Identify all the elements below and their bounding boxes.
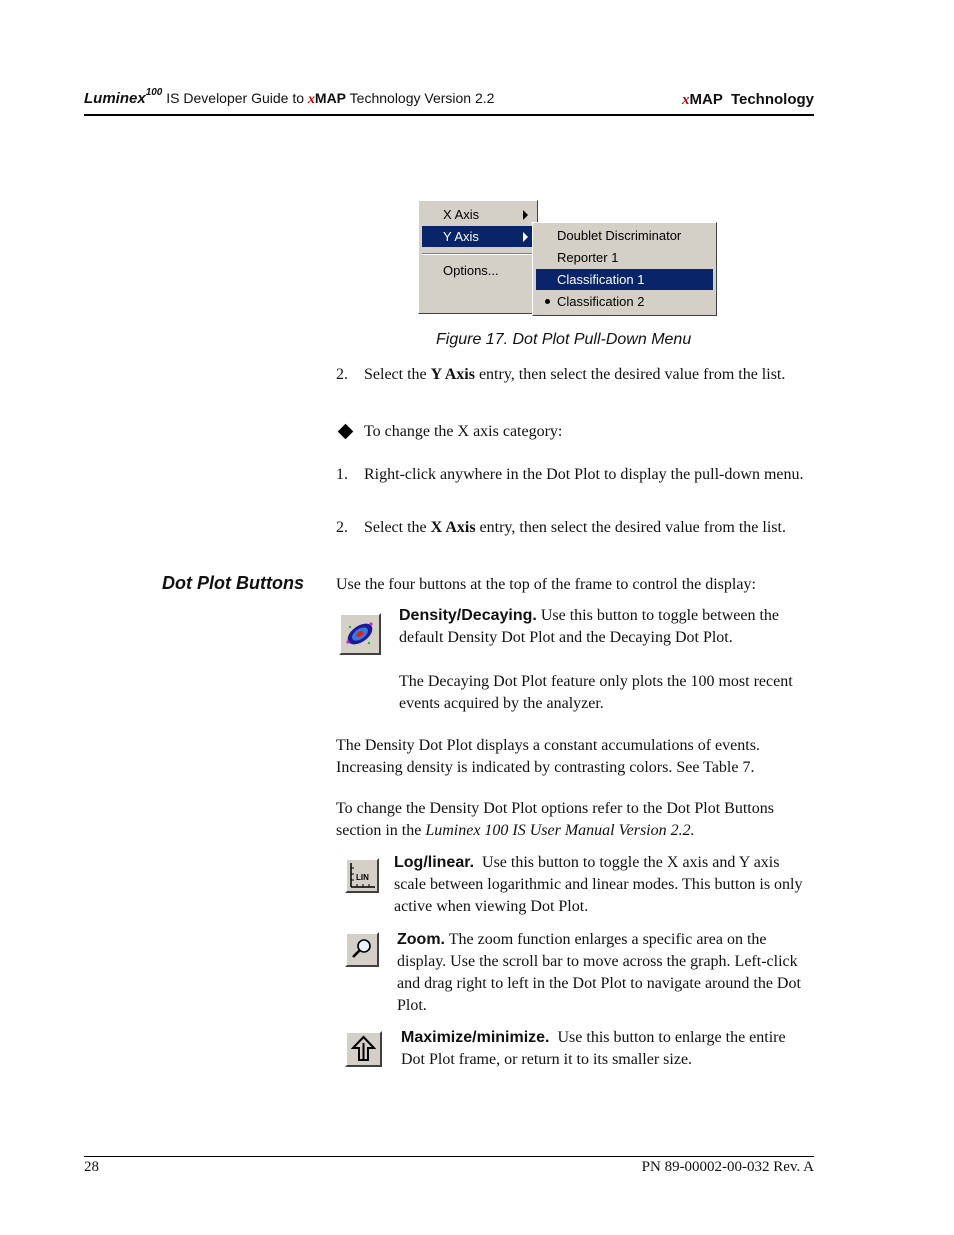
menu-item-x-axis[interactable]: [422, 204, 534, 225]
options-text: To change the Density Dot Plot options refer to the Dot Plot Buttons section in the: [336, 800, 774, 839]
density-decaying-title: Density/Decaying.: [399, 607, 537, 624]
bullet-text: To change the X axis category:: [364, 423, 563, 440]
header-right-text: MAP Technology: [689, 91, 814, 108]
header-x-letter: x: [307, 92, 315, 107]
radio-bullet-icon: [545, 299, 550, 304]
step-number: 2.: [336, 519, 348, 536]
log-linear-title: Log/linear.: [394, 854, 475, 871]
density-paragraph: The Density Dot Plot displays a constant accumulations of events. Increasing density is indicated by contrasting colors. See Table 7.: [336, 737, 760, 776]
header-right: [682, 91, 814, 109]
submenu-item-label: Doublet Discriminator: [557, 228, 682, 243]
density-decaying-desc: [399, 605, 809, 649]
step-y-axis: [364, 364, 804, 386]
submenu-arrow-icon: [523, 210, 528, 220]
section-intro: Use the four buttons at the top of the frame to control the display:: [336, 576, 756, 593]
page-footer: [84, 1156, 814, 1175]
dot-plot-menu-figure: [418, 198, 718, 316]
step-bold-term: Y Axis: [430, 366, 475, 383]
step-number: 1.: [336, 466, 348, 483]
step-text: entry, then select the desired value from the list.: [475, 519, 786, 536]
submenu-arrow-icon: [523, 232, 528, 242]
menu-item-options[interactable]: [422, 260, 534, 281]
submenu-item-classification-2[interactable]: [536, 291, 713, 312]
menu-item-y-axis[interactable]: [422, 226, 534, 247]
zoom-text: The zoom function enlarges a specific area on the display. Use the scroll bar to move across the graph. Left-click and drag right to left in the Dot Plot to navigate around the Dot Plot.: [397, 931, 801, 1014]
header-guide-text: IS Developer Guide to: [162, 90, 308, 106]
log-linear-text: Use this button to toggle the X axis and Y axis scale between logarithmic and linear modes. This button is only active when viewing Dot Plot.: [394, 854, 807, 915]
header-right-x: x: [682, 92, 690, 108]
menu-separator: [422, 253, 534, 255]
submenu-item-doublet-discriminator[interactable]: [536, 225, 713, 246]
lin-icon-text: LIN: [356, 873, 369, 882]
header-left: [84, 87, 495, 108]
header-map: MAP: [314, 90, 347, 106]
menu-item-label: Options...: [443, 263, 499, 278]
submenu-item-classification-1[interactable]: [536, 269, 713, 290]
zoom-button-icon: [345, 932, 379, 967]
section-heading: Dot Plot Buttons: [162, 573, 304, 593]
zoom-desc: [397, 929, 812, 1017]
density-plot-icon: [341, 615, 379, 653]
header-brand: Luminex: [84, 90, 146, 107]
manual-title: Luminex 100 IS User Manual Version 2.2.: [425, 822, 695, 839]
y-axis-submenu: [532, 222, 717, 316]
magnifier-icon: [347, 934, 377, 965]
menu-item-label: X Axis: [443, 207, 480, 222]
step-text: Select the: [364, 366, 431, 383]
submenu-item-label: Classification 2: [557, 294, 645, 309]
step-x-axis: [364, 517, 804, 539]
header-brand-sup: 100: [145, 87, 163, 98]
submenu-item-label: Reporter 1: [557, 250, 619, 265]
step-number: 2.: [336, 366, 348, 383]
log-linear-axis-icon: [347, 860, 377, 891]
maximize-minimize-title: Maximize/minimize.: [401, 1029, 550, 1046]
step-right-click: Right-click anywhere in the Dot Plot to display the pull-down menu.: [364, 466, 804, 483]
maximize-minimize-desc: [401, 1027, 811, 1071]
maximize-minimize-button-icon: [345, 1031, 382, 1067]
figure-caption: Figure 17. Dot Plot Pull-Down Menu: [436, 331, 692, 348]
part-number: PN 89-00002-00-032 Rev. A: [641, 1159, 814, 1175]
page-header: [84, 84, 814, 116]
menu-item-label: Y Axis: [443, 229, 479, 244]
submenu-item-label: Classification 1: [557, 272, 645, 287]
step-bold-term: X Axis: [430, 519, 476, 536]
submenu-item-reporter-1[interactable]: [536, 247, 713, 268]
up-arrow-icon: [347, 1033, 380, 1065]
diamond-bullet-icon: [338, 424, 354, 440]
density-decaying-text: Use this button to toggle between the default Density Dot Plot and the Decaying Dot Plot.: [399, 607, 780, 646]
density-decaying-button-icon: [339, 613, 381, 655]
options-paragraph: [336, 798, 811, 842]
step-text: entry, then select the desired value from the list.: [474, 366, 786, 383]
log-linear-button-icon: [345, 858, 379, 893]
zoom-title: Zoom.: [397, 931, 445, 948]
page-number: 28: [84, 1159, 99, 1175]
step-text: Select the: [364, 519, 431, 536]
header-version: Technology Version 2.2: [346, 90, 495, 106]
log-linear-desc: [394, 852, 809, 918]
context-menu: [418, 200, 538, 314]
decaying-note: The Decaying Dot Plot feature only plots the 100 most recent events acquired by the analyzer.: [399, 673, 793, 712]
maximize-minimize-text: Use this button to enlarge the entire Dot Plot frame, or return it to its smaller size.: [401, 1029, 790, 1068]
